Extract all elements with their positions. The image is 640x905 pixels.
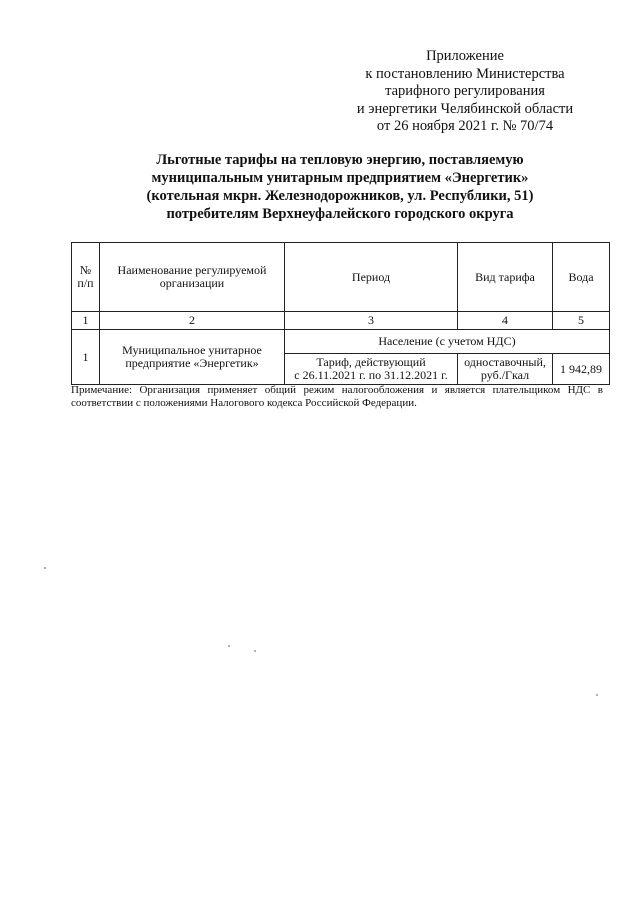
tariff-type xyxy=(458,354,553,385)
title-line: Льготные тарифы на тепловую энергию, поставляемую xyxy=(156,152,524,168)
tariff-type-line: руб./Гкал xyxy=(480,368,530,382)
table-header-row xyxy=(72,243,610,312)
document-title xyxy=(80,151,600,223)
column-number: 2 xyxy=(100,312,285,330)
scan-speck xyxy=(596,694,598,696)
column-number-row xyxy=(72,312,610,330)
tariff-period xyxy=(285,354,458,385)
tariff-type-line: одноставочный, xyxy=(464,355,546,369)
appendix-line: от 26 ноября 2021 г. № 70/74 xyxy=(376,118,554,134)
appendix-line: к постановлению Министерства xyxy=(365,65,565,82)
title-line: потребителям Верхнеуфалейского городского округа xyxy=(166,206,514,222)
column-number: 3 xyxy=(285,312,458,330)
appendix-line: и энергетики Челябинской области xyxy=(356,100,574,117)
footnote: Примечание: Организация применяет общий режим налогообложения и является плательщиком НДС в соответствии с положениями Налогового кодекса Российской Федерации. xyxy=(71,384,603,409)
table-row xyxy=(72,330,610,354)
consumer-group-label: Население (с учетом НДС) xyxy=(285,330,610,354)
header-tariff-type: Вид тарифа xyxy=(458,243,553,312)
scan-speck xyxy=(44,567,46,569)
organization-name: Муниципальное унитарное предприятие «Энергетик» xyxy=(100,330,285,385)
header-organization: Наименование регулируемой организации xyxy=(100,243,285,312)
scan-speck xyxy=(254,650,256,652)
period-line: Тариф, действующий xyxy=(316,355,426,369)
header-index: № п/п xyxy=(72,243,100,312)
header-water: Вода xyxy=(553,243,610,312)
scan-speck xyxy=(228,645,230,647)
header-period: Период xyxy=(285,243,458,312)
title-line: (котельная мкрн. Железнодорожников, ул. Республики, 51) xyxy=(146,188,534,204)
tariff-table xyxy=(71,242,610,385)
column-number: 4 xyxy=(458,312,553,330)
appendix-line: тарифного регулирования xyxy=(385,83,545,99)
title-line: муниципальным унитарным предприятием «Энергетик» xyxy=(151,170,529,186)
appendix-block xyxy=(330,48,600,136)
column-number: 1 xyxy=(72,312,100,330)
row-index: 1 xyxy=(72,330,100,385)
column-number: 5 xyxy=(553,312,610,330)
appendix-line: Приложение xyxy=(426,48,504,64)
tariff-value: 1 942,89 xyxy=(553,354,610,385)
period-line: с 26.11.2021 г. по 31.12.2021 г. xyxy=(294,368,448,382)
